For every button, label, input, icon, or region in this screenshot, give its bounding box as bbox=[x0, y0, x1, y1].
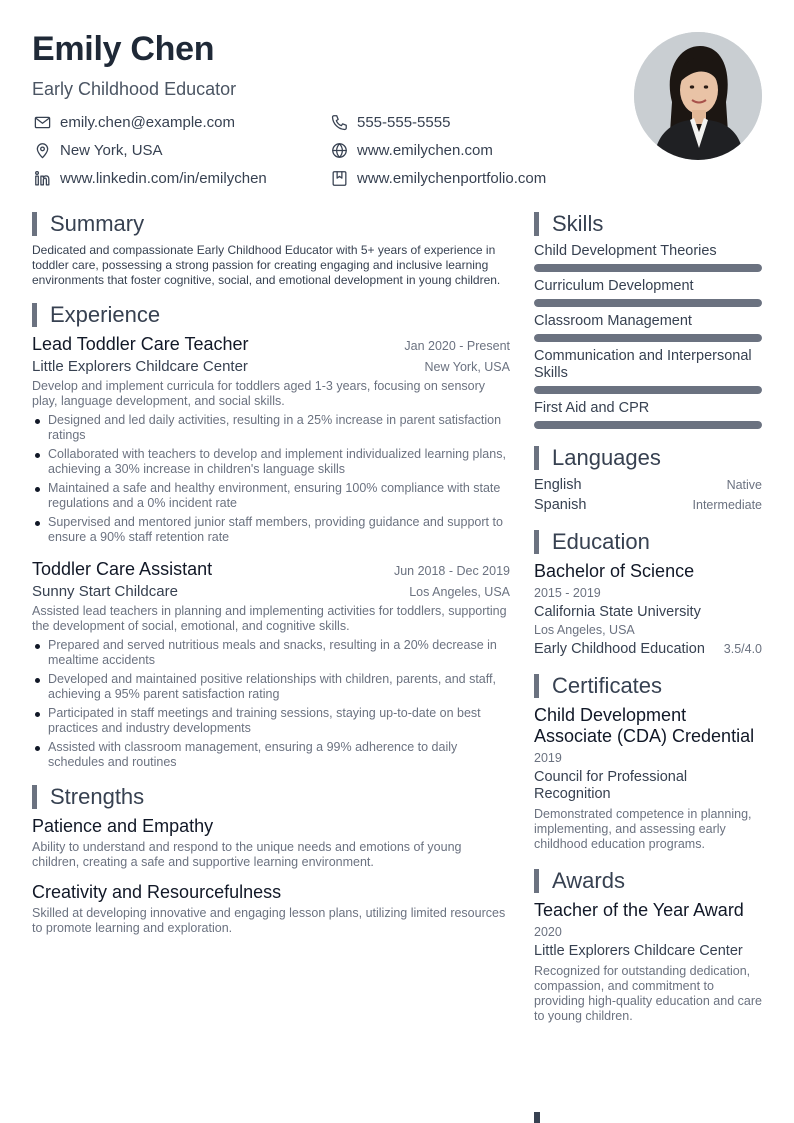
strength-item bbox=[32, 882, 510, 936]
awards-heading bbox=[534, 868, 762, 894]
education-heading-text: Education bbox=[552, 529, 650, 554]
globe-icon bbox=[329, 140, 349, 160]
certificates-heading bbox=[534, 673, 762, 699]
location-pin-icon bbox=[32, 140, 52, 160]
strength-description: Skilled at developing innovative and engaging lesson plans, utilizing limited resources to promote learning and exploration. bbox=[32, 906, 506, 935]
languages-heading bbox=[534, 445, 762, 471]
education-school: California State University bbox=[534, 604, 701, 620]
language-item bbox=[534, 497, 762, 513]
section-accent-bar bbox=[534, 869, 539, 893]
education-gpa: 3.5/4.0 bbox=[723, 642, 762, 656]
bookmark-icon bbox=[329, 168, 349, 188]
candidate-name: Emily Chen bbox=[32, 30, 215, 68]
section-accent-bar bbox=[534, 212, 539, 236]
job-bullets bbox=[32, 413, 510, 545]
skill-name: First Aid and CPR bbox=[534, 400, 650, 416]
education-degree: Bachelor of Science bbox=[534, 561, 695, 581]
job-dates: Jun 2018 - Dec 2019 bbox=[393, 564, 510, 578]
education-entry bbox=[534, 561, 762, 657]
education-field: Early Childhood Education bbox=[534, 641, 705, 657]
skill-level-fill bbox=[534, 421, 762, 429]
profile-photo bbox=[634, 32, 762, 160]
strength-title: Creativity and Resourcefulness bbox=[32, 882, 282, 902]
contact-phone-text: 555-555-5555 bbox=[357, 113, 451, 131]
job-company: Sunny Start Childcare bbox=[32, 583, 178, 600]
certificates-heading-text: Certificates bbox=[552, 673, 663, 698]
language-item bbox=[534, 477, 762, 493]
section-accent-bar bbox=[32, 785, 37, 809]
skill-item bbox=[534, 313, 762, 342]
skill-item bbox=[534, 278, 762, 307]
contact-portfolio-text: www.emilychenportfolio.com bbox=[357, 169, 547, 187]
section-accent-bar bbox=[534, 446, 539, 470]
summary-heading bbox=[32, 211, 510, 237]
section-accent-bar bbox=[32, 212, 37, 236]
skill-level-bar bbox=[534, 264, 762, 272]
job-location: Los Angeles, USA bbox=[409, 585, 510, 599]
contact-website[interactable] bbox=[329, 140, 612, 160]
award-description: Recognized for outstanding dedication, compassion, and commitment to providing high-quality education and care to young children. bbox=[534, 964, 762, 1023]
experience-heading bbox=[32, 302, 510, 328]
phone-icon bbox=[329, 112, 349, 132]
linkedin-icon bbox=[32, 168, 52, 188]
award-year: 2020 bbox=[534, 925, 562, 939]
skill-level-bar bbox=[534, 421, 762, 429]
awards-heading-text: Awards bbox=[552, 868, 625, 893]
left-column bbox=[32, 211, 510, 948]
language-level: Native bbox=[726, 478, 762, 492]
contact-info bbox=[32, 112, 612, 188]
experience-heading-text: Experience bbox=[50, 302, 161, 327]
job-location: New York, USA bbox=[424, 360, 510, 374]
candidate-title: Early Childhood Educator bbox=[32, 79, 237, 99]
contact-email-text: emily.chen@example.com bbox=[60, 113, 236, 131]
language-name: English bbox=[534, 477, 582, 493]
skills-heading-text: Skills bbox=[552, 211, 604, 236]
skill-name: Curriculum Development bbox=[534, 278, 694, 294]
skill-item bbox=[534, 243, 762, 272]
skill-item bbox=[534, 348, 762, 394]
skill-level-fill bbox=[534, 386, 762, 394]
award-entry bbox=[534, 900, 762, 1024]
skill-level-bar bbox=[534, 299, 762, 307]
section-accent-bar bbox=[32, 303, 37, 327]
education-years: 2015 - 2019 bbox=[534, 586, 601, 600]
skill-level-bar bbox=[534, 334, 762, 342]
job-title: Toddler Care Assistant bbox=[32, 559, 213, 579]
skill-level-fill bbox=[534, 299, 762, 307]
contact-portfolio[interactable] bbox=[329, 168, 612, 188]
job-bullet: Supervised and mentored junior staff members, providing guidance and support to ensure a 90% staff retention rate bbox=[32, 515, 510, 545]
certificate-issuer: Council for Professional Recognition bbox=[534, 769, 688, 802]
job-entry bbox=[32, 334, 510, 545]
certificate-year: 2019 bbox=[534, 751, 562, 765]
contact-location-text: New York, USA bbox=[60, 141, 163, 159]
skill-level-fill bbox=[534, 264, 762, 272]
contact-phone[interactable] bbox=[329, 112, 612, 132]
award-title: Teacher of the Year Award bbox=[534, 900, 744, 920]
strength-title: Patience and Empathy bbox=[32, 816, 214, 836]
contact-website-text: www.emilychen.com bbox=[357, 141, 493, 159]
skill-item bbox=[534, 400, 762, 429]
contact-linkedin[interactable] bbox=[32, 168, 329, 188]
job-description: Assisted lead teachers in planning and implementing activities for toddlers, supporting the development of social, emotional, and cognitive skills. bbox=[32, 604, 507, 633]
job-dates: Jan 2020 - Present bbox=[404, 339, 510, 353]
email-icon bbox=[32, 112, 52, 132]
education-location: Los Angeles, USA bbox=[534, 623, 635, 637]
job-company: Little Explorers Childcare Center bbox=[32, 358, 248, 375]
strengths-heading bbox=[32, 784, 510, 810]
summary-heading-text: Summary bbox=[50, 211, 145, 236]
strength-item bbox=[32, 816, 510, 870]
job-bullet: Collaborated with teachers to develop and implement individualized learning plans, achieving a 30% increase in children's language skills bbox=[32, 447, 510, 477]
summary-text: Dedicated and compassionate Early Childhood Educator with 5+ years of experience in toddler care, possessing a strong passion for creating engaging and inclusive learning environments that foster cognitive, social, and emotional development in young children. bbox=[32, 243, 501, 287]
contact-location bbox=[32, 140, 329, 160]
strengths-heading-text: Strengths bbox=[50, 784, 145, 809]
award-issuer: Little Explorers Childcare Center bbox=[534, 943, 743, 959]
page-footer-mark bbox=[534, 1112, 540, 1123]
skills-list bbox=[534, 243, 762, 429]
job-bullet: Participated in staff meetings and training sessions, staying up-to-date on best practices and industry developments bbox=[32, 706, 510, 736]
right-column bbox=[534, 211, 762, 1040]
language-level: Intermediate bbox=[692, 498, 762, 512]
contact-email[interactable] bbox=[32, 112, 329, 132]
education-heading bbox=[534, 529, 762, 555]
languages-heading-text: Languages bbox=[552, 445, 661, 470]
job-title: Lead Toddler Care Teacher bbox=[32, 334, 249, 354]
language-name: Spanish bbox=[534, 497, 587, 513]
skills-heading bbox=[534, 211, 762, 237]
skill-name: Communication and Interpersonal Skills bbox=[534, 348, 752, 381]
job-bullet: Assisted with classroom management, ensuring a 99% adherence to daily schedules and routines bbox=[32, 740, 510, 770]
contact-linkedin-text: www.linkedin.com/in/emilychen bbox=[60, 169, 267, 187]
skill-level-fill bbox=[534, 334, 762, 342]
languages-list bbox=[534, 477, 762, 513]
section-accent-bar bbox=[534, 674, 539, 698]
job-description: Develop and implement curricula for toddlers aged 1-3 years, focusing on sensory play, language development, and social skills. bbox=[32, 379, 486, 408]
certificate-entry bbox=[534, 705, 762, 852]
skill-level-bar bbox=[534, 386, 762, 394]
skill-name: Classroom Management bbox=[534, 313, 692, 329]
strength-description: Ability to understand and respond to the unique needs and emotions of young children, creating a safe and supportive learning environment. bbox=[32, 840, 462, 869]
job-bullets bbox=[32, 638, 510, 770]
job-bullet: Prepared and served nutritious meals and snacks, resulting in a 20% decrease in mealtime accidents bbox=[32, 638, 510, 668]
skill-name: Child Development Theories bbox=[534, 243, 717, 259]
section-accent-bar bbox=[534, 530, 539, 554]
certificate-description: Demonstrated competence in planning, implementing, and assessing early childhood education programs. bbox=[534, 807, 752, 851]
job-bullet: Maintained a safe and healthy environment, ensuring 100% compliance with state regulations and a 0% incident rate bbox=[32, 481, 510, 511]
job-entry bbox=[32, 559, 510, 770]
job-bullet: Developed and maintained positive relationships with children, parents, and staff, achieving a 95% parent satisfaction rating bbox=[32, 672, 510, 702]
job-bullet: Designed and led daily activities, resulting in a 25% increase in parent satisfaction ratings bbox=[32, 413, 510, 443]
certificate-title: Child Development Associate (CDA) Credential bbox=[534, 705, 755, 746]
